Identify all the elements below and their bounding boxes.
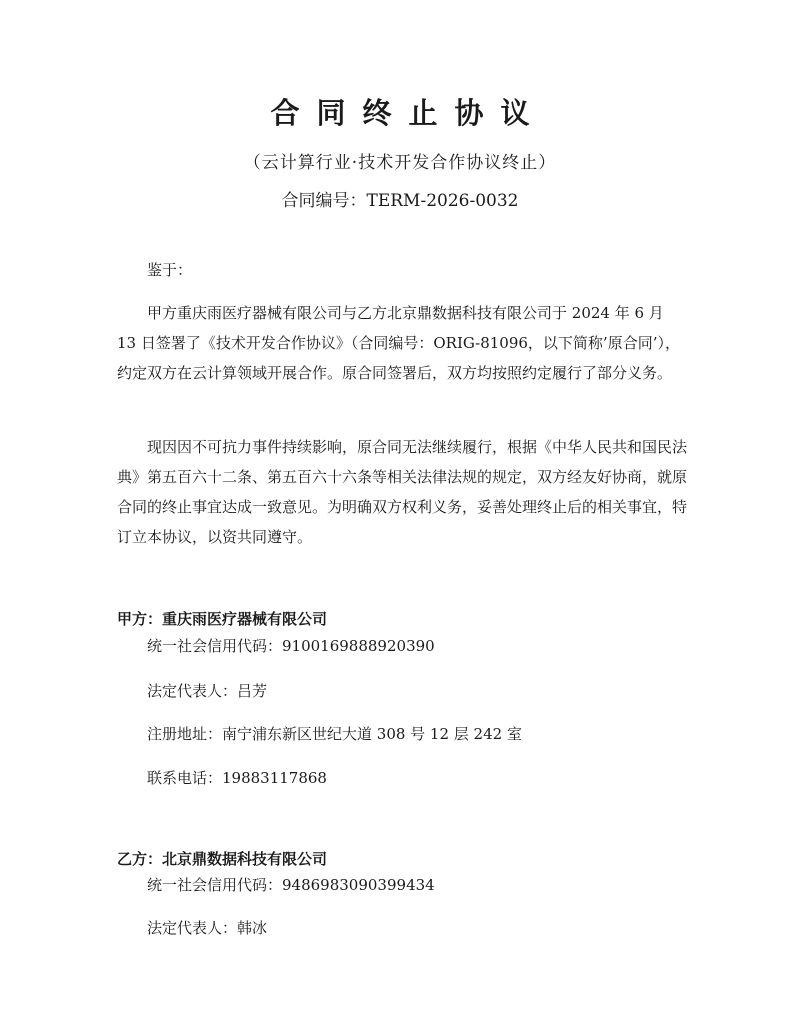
recital-paragraph-2: 现因因不可抗力事件持续影响，原合同无法继续履行，根据《中华人民共和国民法典》第五百六十二条、第五百六十六条等相关法律法规的规定，双方经友好协商，就原合同的终止事宜达成一致意见。为明确双方权利义务，妥善处理终止后的相关事宜，特订立本协议，以资共同遵守。 bbox=[117, 438, 688, 546]
party-a-credit-code: 统一社会信用代码：9100169888920390 bbox=[147, 637, 435, 655]
recital-paragraph-1: 甲方重庆雨医疗器械有限公司与乙方北京鼎数据科技有限公司于 2024 年 6 月 13 日签署了《技术开发合作协议》（合同编号：ORIG-81096，以下简称’原合同’），约定双方在云计算领域开展合作。原合同签署后，双方均按照约定履行了部分义务。 bbox=[117, 304, 680, 382]
party-a-legal-representative: 法定代表人：吕芳 bbox=[147, 682, 268, 700]
document-title: 合同终止协议 bbox=[270, 96, 547, 130]
party-b-heading: 乙方：北京鼎数据科技有限公司 bbox=[117, 850, 328, 868]
whereas-label: 鉴于： bbox=[147, 261, 193, 279]
document-subtitle: （云计算行业·技术开发合作协议终止） bbox=[243, 153, 557, 173]
party-a-address: 注册地址：南宁浦东新区世纪大道 308 号 12 层 242 室 bbox=[147, 725, 522, 743]
party-b-legal-representative: 法定代表人：韩冰 bbox=[147, 919, 268, 937]
party-a-heading: 甲方：重庆雨医疗器械有限公司 bbox=[117, 610, 328, 628]
party-a-phone: 联系电话：19883117868 bbox=[147, 769, 327, 787]
contract-number: 合同编号：TERM-2026-0032 bbox=[281, 191, 519, 211]
party-b-credit-code: 统一社会信用代码：9486983090399434 bbox=[147, 876, 435, 894]
